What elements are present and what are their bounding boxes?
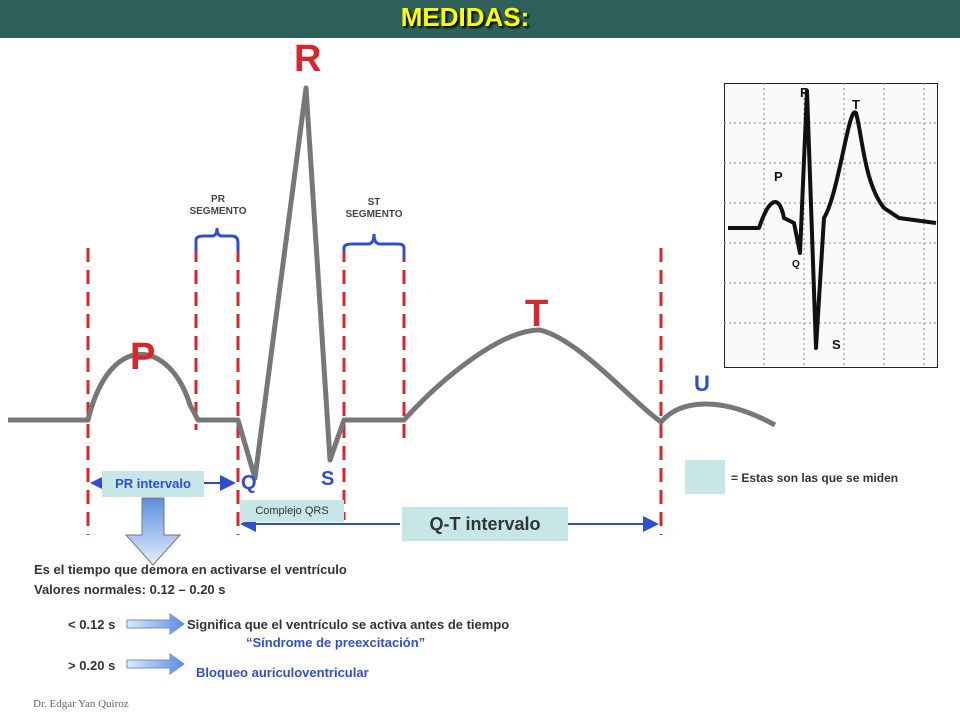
condition-value: < 0.12 s bbox=[68, 617, 116, 632]
condition-meaning: Significa que el ventrículo se activa antes de tiempo bbox=[187, 617, 510, 632]
ecg-strip-image bbox=[724, 83, 938, 368]
strip-label-r: R bbox=[800, 85, 810, 100]
qrs-complex-label: Complejo QRS bbox=[240, 500, 344, 522]
down-arrow-icon bbox=[126, 498, 180, 565]
wave-label-s: S bbox=[321, 468, 335, 490]
explanation-line-2: Valores normales: 0.12 – 0.20 s bbox=[34, 582, 226, 597]
st-segment-label: ST SEGMENTO bbox=[345, 197, 403, 220]
page-title: MEDIDAS: bbox=[400, 2, 530, 32]
wave-label-u: U bbox=[694, 371, 710, 396]
pr-segment-label: PR SEGMENTO bbox=[189, 194, 247, 217]
wave-label-p: P bbox=[130, 336, 156, 378]
explanation-line-1: Es el tiempo que demora en activarse el ventrículo bbox=[34, 562, 347, 577]
legend-swatch bbox=[685, 460, 725, 494]
wave-label-q: Q bbox=[241, 472, 257, 494]
condition-meaning: Bloqueo auriculoventricular bbox=[196, 665, 369, 680]
qt-interval-label: Q-T intervalo bbox=[402, 507, 568, 541]
wave-label-t: T bbox=[525, 293, 549, 335]
strip-label-s: S bbox=[832, 337, 841, 352]
pr-interval-label: PR intervalo bbox=[102, 471, 204, 497]
legend-text: = Estas son las que se miden bbox=[731, 471, 899, 485]
pr-segment-brace bbox=[196, 228, 238, 252]
strip-label-t: T bbox=[852, 97, 860, 112]
right-arrow-icon bbox=[127, 654, 184, 674]
condition-value: > 0.20 s bbox=[68, 658, 116, 673]
condition-syndrome: “Síndrome de preexcitación” bbox=[246, 635, 426, 650]
author-footer: Dr. Edgar Yan Quiroz bbox=[33, 698, 129, 710]
st-segment-brace bbox=[344, 234, 404, 258]
strip-label-q: Q bbox=[792, 259, 800, 270]
strip-label-p: P bbox=[774, 169, 783, 184]
right-arrow-icon bbox=[127, 614, 184, 634]
wave-label-r: R bbox=[294, 38, 322, 80]
